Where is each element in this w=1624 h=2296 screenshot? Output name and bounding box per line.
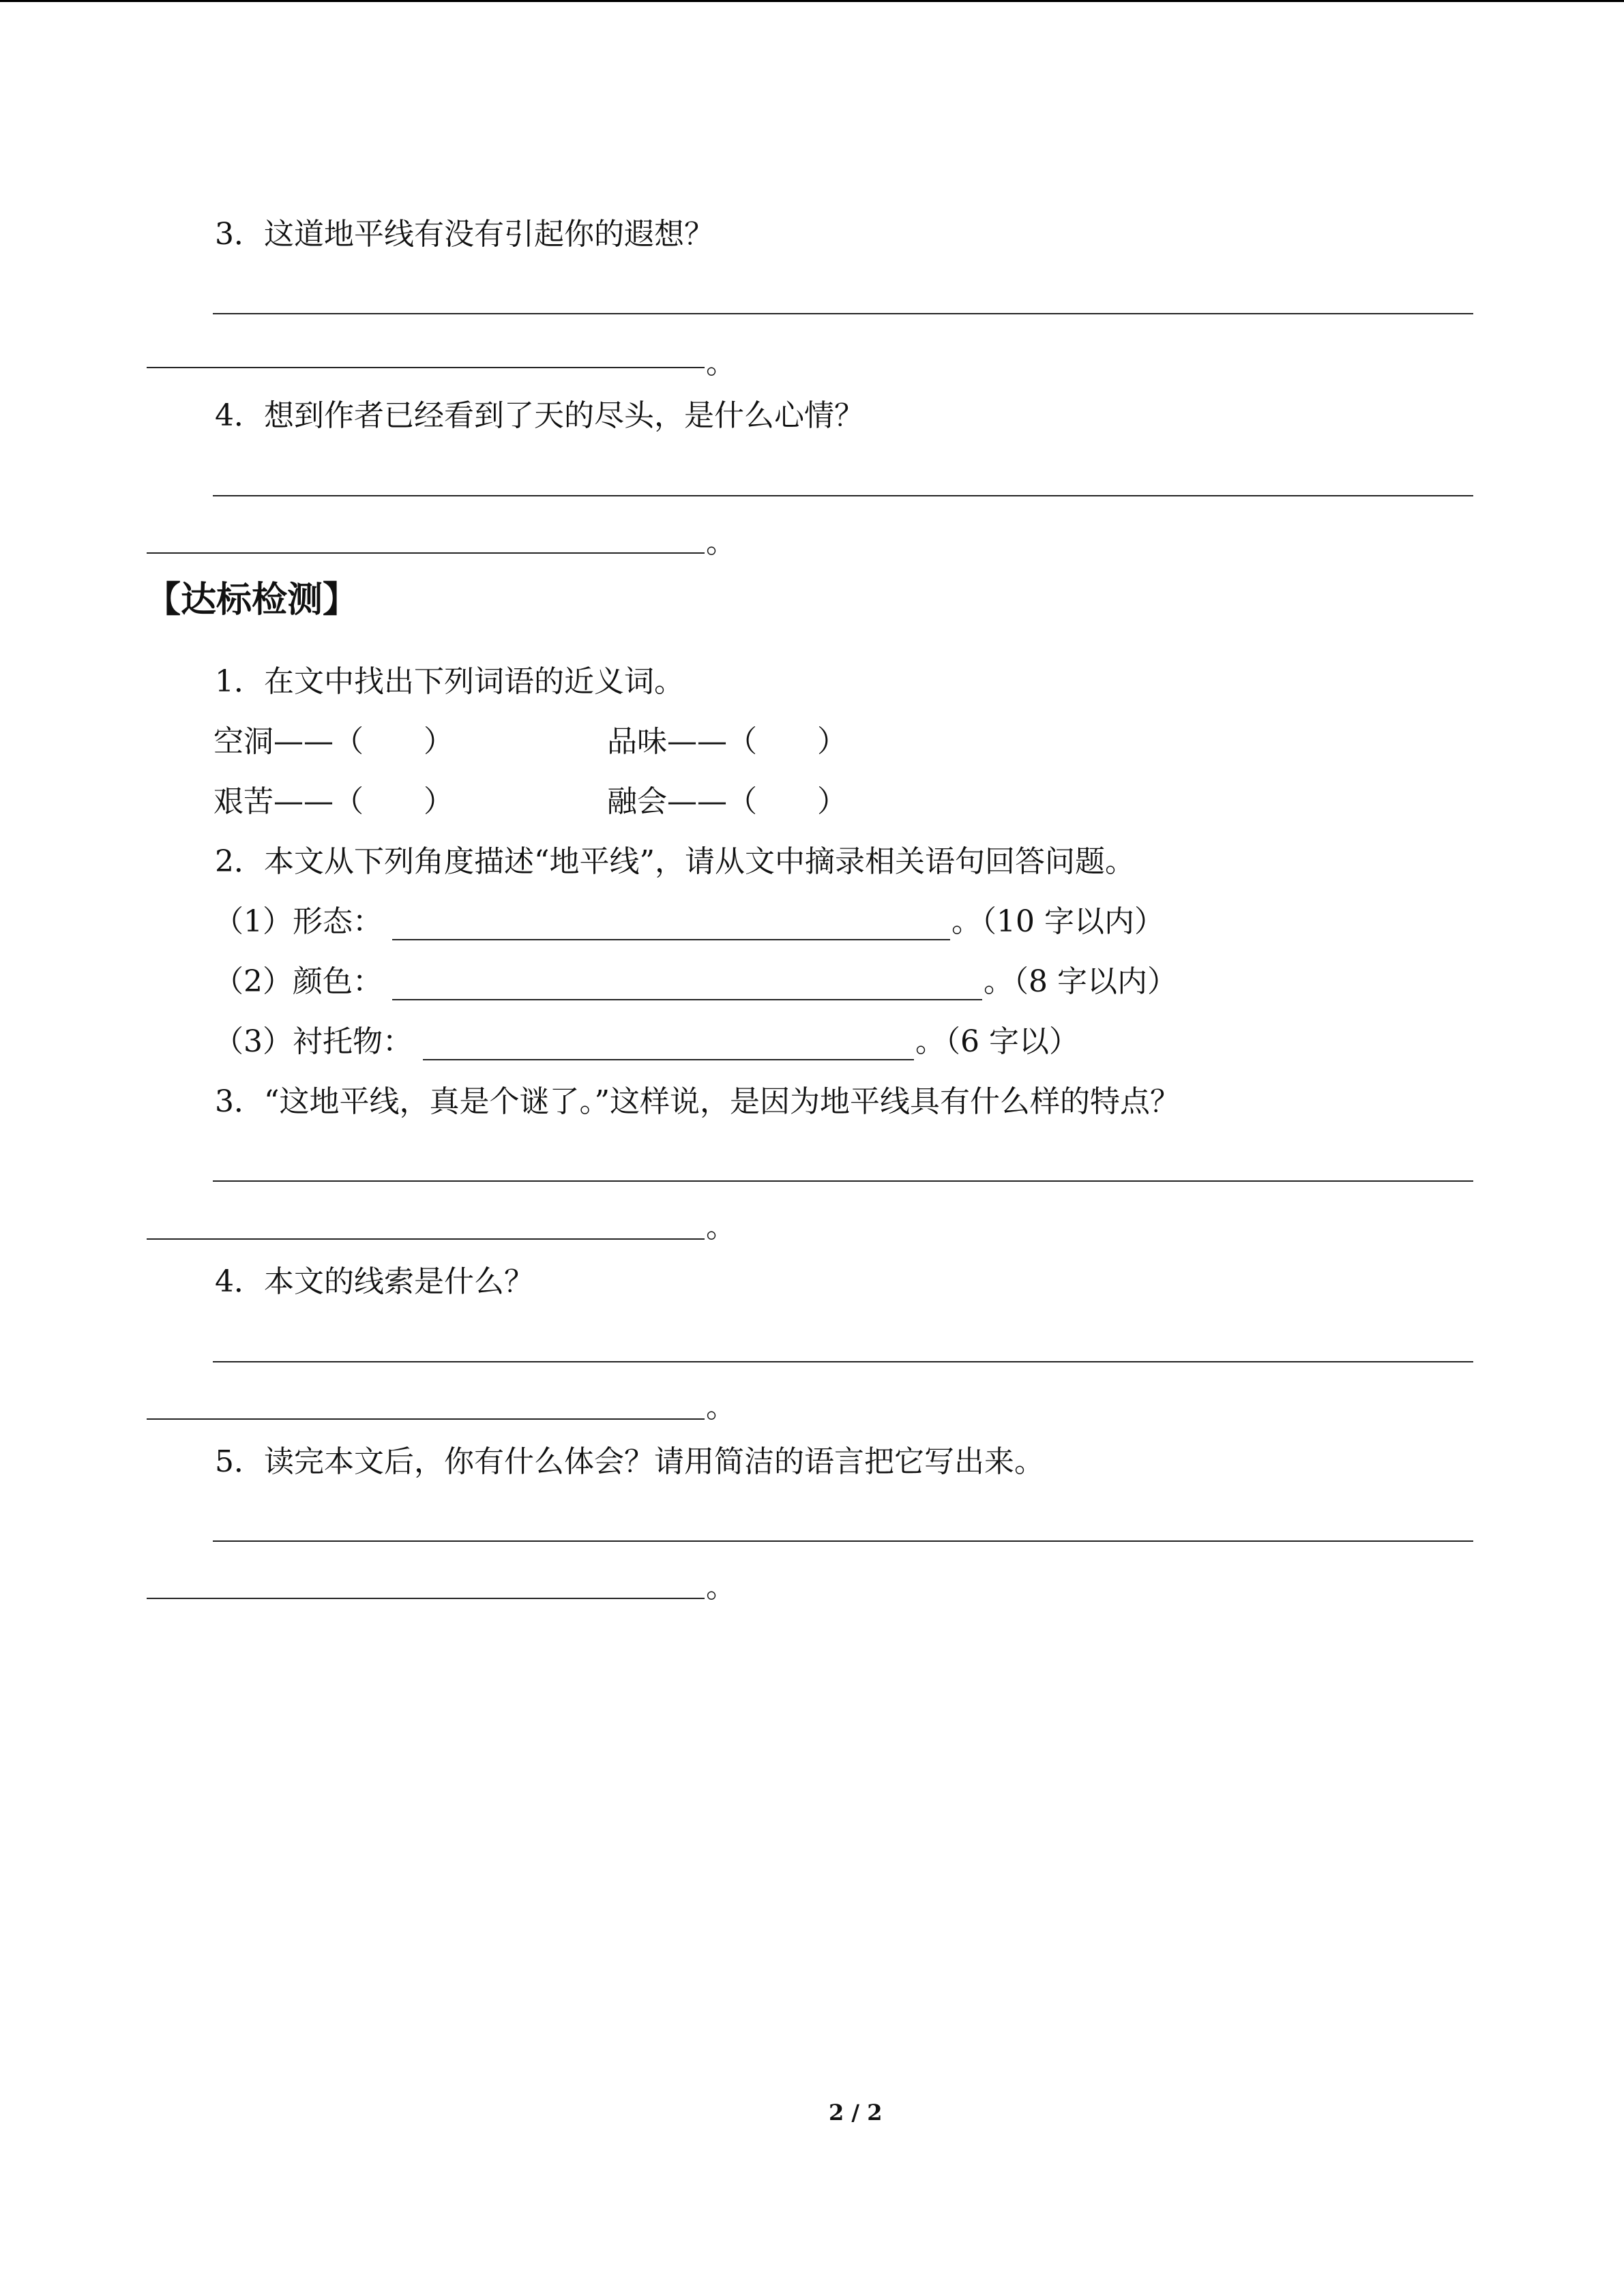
synonym-item-4: 融会——（ ） [607, 784, 847, 819]
period-mark: 。 [706, 1570, 736, 1605]
answer-line-full[interactable] [213, 1180, 1473, 1182]
answer-line-short[interactable] [147, 1238, 705, 1240]
page-top-border [0, 0, 1624, 2]
test-question-2: 2．本文从下列角度描述“地平线”，请从文中摘录相关语句回答问题。 [215, 844, 1135, 879]
answer-line-short[interactable] [147, 552, 705, 554]
test-question-4: 4．本文的线索是什么？ [215, 1264, 534, 1299]
period-mark: 。 [706, 1390, 736, 1425]
synonym-item-2: 品味——（ ） [607, 724, 847, 759]
section-title: 【达标检测】 [145, 580, 359, 621]
pre-question-4: 4．想到作者已经看到了天的尽头，是什么心情？ [215, 398, 864, 433]
answer-line-full[interactable] [213, 495, 1473, 496]
color-note: 。（8 字以内） [984, 964, 1177, 999]
form-label: （1）形态： [213, 904, 383, 939]
form-note: 。（10 字以内） [951, 904, 1164, 939]
color-label: （2）颜色： [213, 964, 383, 999]
test-question-3: 3．“这地平线，真是个谜了。”这样说，是因为地平线具有什么样的特点？ [215, 1084, 1180, 1119]
answer-line-full[interactable] [213, 1540, 1473, 1542]
period-mark: 。 [706, 525, 736, 560]
period-mark: 。 [706, 1210, 736, 1244]
foil-note: 。（6 字以） [915, 1024, 1079, 1059]
foil-answer-line[interactable] [423, 1059, 914, 1060]
period-mark: 。 [706, 346, 736, 381]
foil-label: （3）衬托物： [213, 1024, 413, 1059]
test-question-1: 1．在文中找出下列词语的近义词。 [215, 664, 684, 699]
pre-question-3: 3．这道地平线有没有引起你的遐想？ [215, 217, 714, 252]
answer-line-short[interactable] [147, 1418, 705, 1420]
color-answer-line[interactable] [392, 999, 982, 1000]
synonym-item-1: 空洞——（ ） [213, 724, 454, 759]
page-number: 2 / 2 [829, 2100, 883, 2126]
answer-line-full[interactable] [213, 313, 1473, 314]
test-question-5: 5．读完本文后，你有什么体会？请用简洁的语言把它写出来。 [215, 1444, 1044, 1479]
answer-line-short[interactable] [147, 367, 705, 368]
synonym-item-3: 艰苦——（ ） [213, 784, 454, 819]
answer-line-short[interactable] [147, 1598, 705, 1599]
form-answer-line[interactable] [392, 939, 950, 940]
answer-line-full[interactable] [213, 1361, 1473, 1362]
